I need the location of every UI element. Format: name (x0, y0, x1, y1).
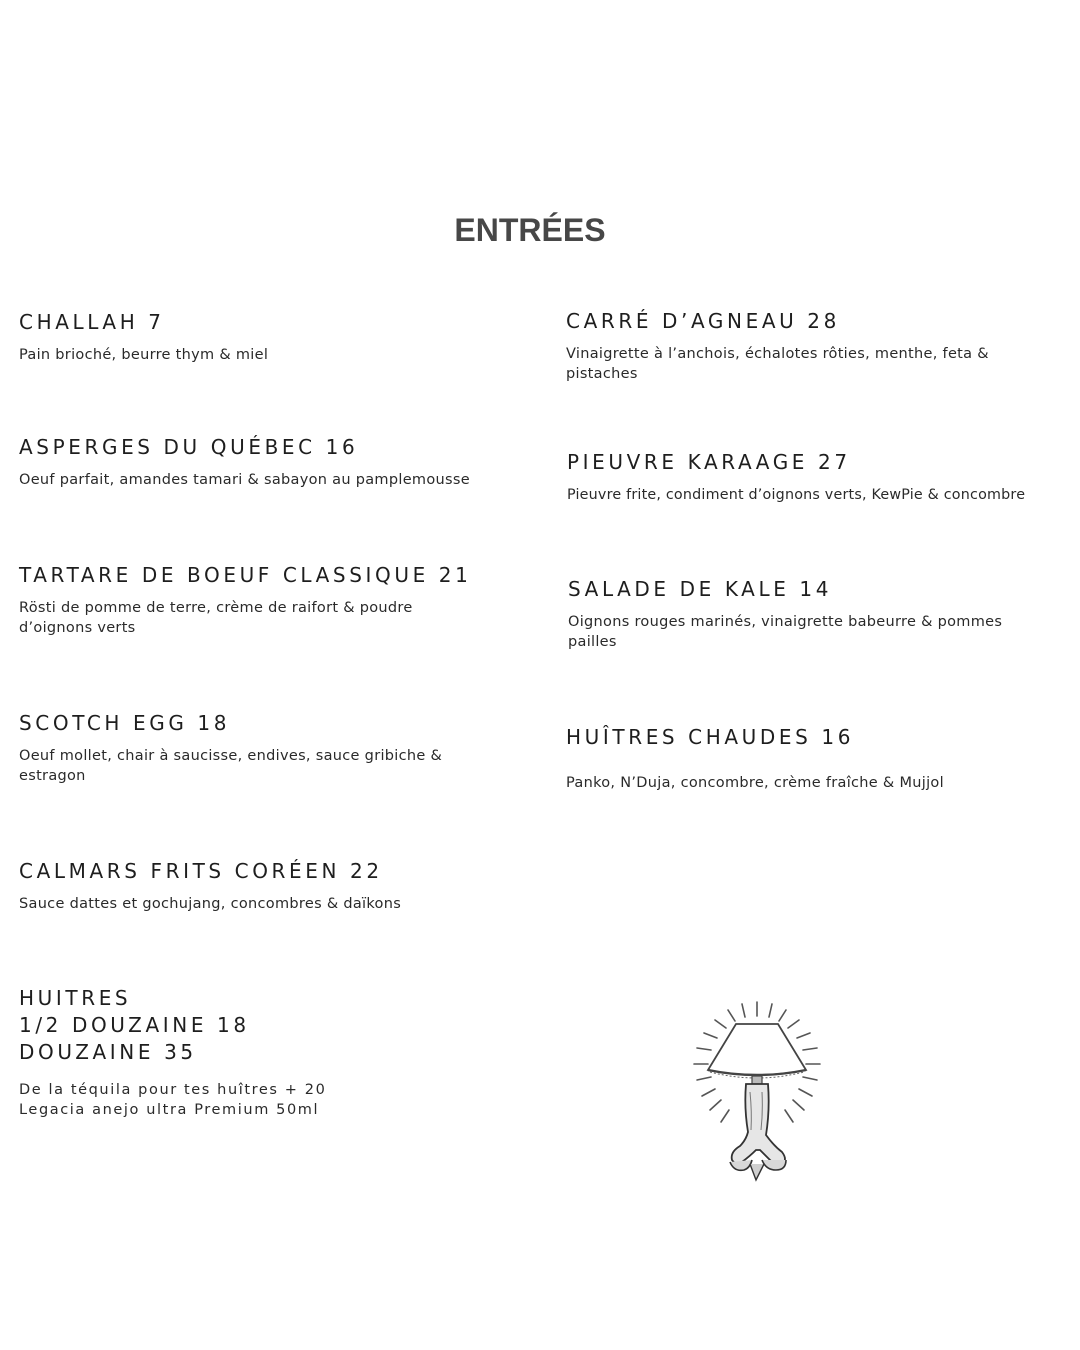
menu-item-huitres-chaudes (566, 724, 1066, 793)
menu-item-salade-kale (568, 576, 1068, 652)
menu-item-name: PIEUVRE KARAAGE 27 (567, 450, 851, 474)
menu-item-calmars (19, 858, 519, 914)
menu-item-description: Oignons rouges marinés, vinaigrette babeurre & pommes pailles (568, 614, 1003, 650)
menu-item-carre-agneau (566, 308, 1066, 384)
menu-item-scotch-egg (19, 710, 519, 786)
menu-item-challah (19, 309, 519, 365)
menu-item-tartare (19, 562, 519, 638)
menu-item-description: Pain brioché, beurre thym & miel (19, 347, 269, 363)
menu-item-name: CARRÉ D’AGNEAU 28 (566, 309, 840, 333)
menu-item-name: SCOTCH EGG 18 (19, 711, 231, 735)
menu-item-description: Rösti de pomme de terre, crème de raifort & poudre d’oignons verts (19, 600, 413, 636)
menu-item-description: Oeuf parfait, amandes tamari & sabayon au pamplemousse (19, 472, 470, 488)
menu-item-name: HUÎTRES CHAUDES 16 (566, 725, 855, 749)
menu-item-description: Panko, N’Duja, concombre, crème fraîche & Mujjol (566, 775, 944, 791)
menu-item-huitres (19, 985, 519, 1120)
menu-item-name: HUITRES 1/2 DOUZAINE 18 DOUZAINE 35 (19, 986, 250, 1064)
menu-item-name: CALMARS FRITS CORÉEN 22 (19, 859, 383, 883)
menu-item-description: Sauce dattes et gochujang, concombres & daïkons (19, 896, 402, 912)
menu-item-description: Vinaigrette à l’anchois, échalotes rôties, menthe, feta & pistaches (566, 346, 989, 382)
menu-item-description: Pieuvre frite, condiment d’oignons verts, KewPie & concombre (567, 487, 1026, 503)
menu-title: ENTRÉES (454, 212, 606, 248)
menu-item-description: De la téquila pour tes huîtres + 20 Legacia anejo ultra Premium 50ml (19, 1082, 327, 1118)
menu-item-name: ASPERGES DU QUÉBEC 16 (19, 435, 359, 459)
menu-item-asperges (19, 434, 519, 490)
menu-item-name: TARTARE DE BOEUF CLASSIQUE 21 (19, 563, 472, 587)
menu-item-pieuvre (567, 449, 1067, 505)
menu-item-description: Oeuf mollet, chair à saucisse, endives, sauce gribiche & estragon (19, 748, 443, 784)
menu-item-name: CHALLAH 7 (19, 310, 165, 334)
menu-item-name: SALADE DE KALE 14 (568, 577, 833, 601)
leg-lamp-icon (690, 1000, 824, 1184)
